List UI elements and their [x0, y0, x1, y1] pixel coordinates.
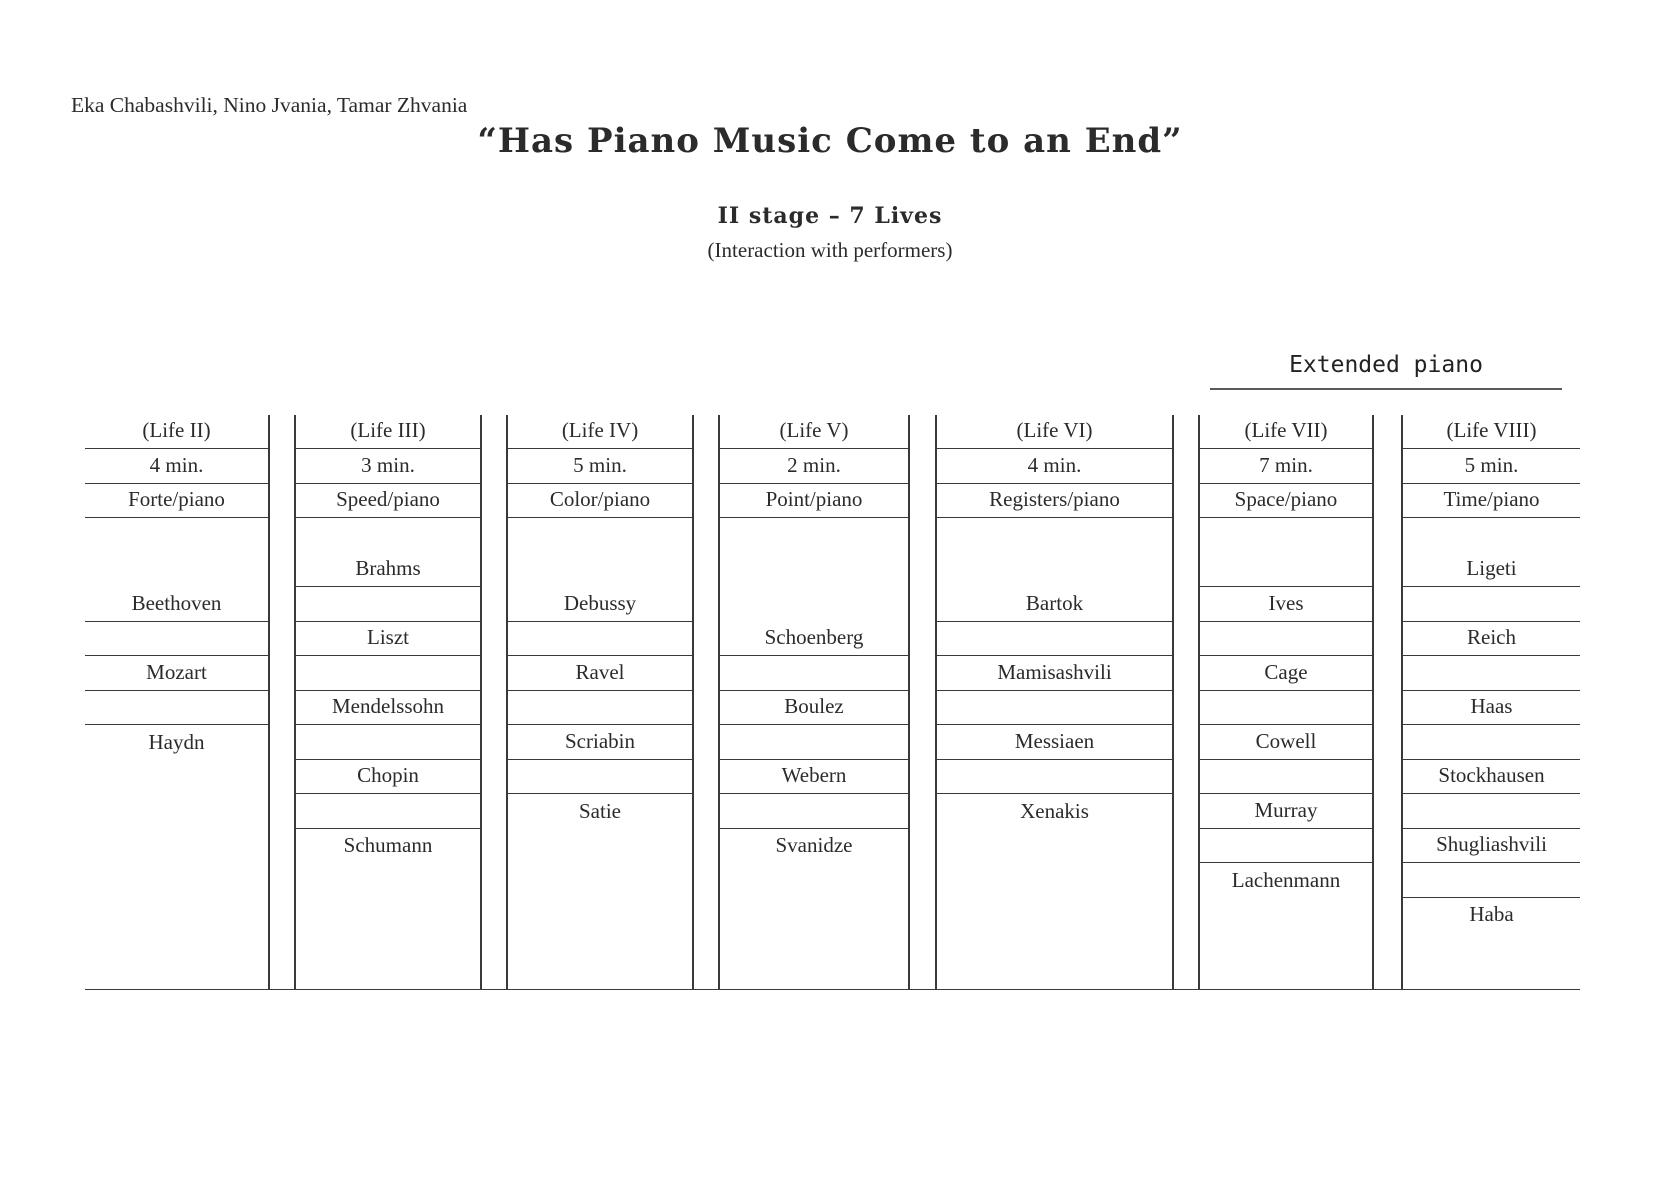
life-column-5: [720, 415, 908, 864]
composer-cell-ravel-text: Ravel: [575, 659, 625, 684]
composer-cell-haba: [1403, 898, 1580, 933]
composer-cell-ives: [1200, 587, 1372, 622]
theme-cell: [1200, 484, 1372, 519]
spacer-cell: [937, 691, 1172, 726]
spacer-cell: [1403, 863, 1580, 898]
composer-cell-ligeti: [1403, 518, 1580, 587]
spacer-cell-text: [296, 794, 480, 828]
composer-cell-reich: [1403, 622, 1580, 657]
life-label-cell: [296, 415, 480, 450]
duration-cell-text: 4 min.: [149, 452, 204, 477]
composer-cell-shugliashvili: [1403, 829, 1580, 864]
life-label-cell-text: (Life II): [142, 418, 211, 443]
composer-cell-schumann: [296, 829, 480, 864]
composer-cell-messiaen-text: Messiaen: [1014, 728, 1095, 753]
composer-cell-svanidze-text: Svanidze: [775, 833, 853, 858]
composer-cell-schoenberg: [720, 518, 908, 656]
composer-cell-schumann-text: Schumann: [343, 833, 433, 858]
theme-cell: [296, 484, 480, 519]
theme-cell: [937, 484, 1172, 519]
duration-cell-text: 5 min.: [573, 452, 627, 477]
life-label-cell: [85, 415, 268, 450]
composer-cell-webern-text: Webern: [781, 763, 847, 788]
spacer-cell-text: [296, 725, 480, 759]
theme-cell-text: Time/piano: [1443, 487, 1540, 512]
composer-cell-mozart-text: Mozart: [146, 659, 207, 684]
life-column-3: [296, 415, 480, 864]
column-divider: [1401, 415, 1403, 990]
spacer-cell-text: [1200, 829, 1372, 863]
life-column-8: [1403, 415, 1580, 933]
life-label-cell-text: (Life V): [779, 418, 849, 443]
theme-cell: [85, 484, 268, 519]
spacer-cell-text: [85, 622, 268, 656]
spacer-cell-text: [508, 622, 692, 656]
composer-cell-bartok: [937, 518, 1172, 622]
composer-cell-cowell-text: Cowell: [1255, 728, 1317, 753]
spacer-cell-text: [1200, 622, 1372, 656]
composer-cell-haydn-text: Haydn: [148, 729, 205, 754]
column-divider: [1372, 415, 1374, 990]
duration-cell-text: 2 min.: [787, 452, 841, 477]
spacer-cell-text: [1403, 794, 1580, 828]
composer-cell-chopin: [296, 760, 480, 795]
spacer-cell: [85, 622, 268, 657]
life-label-cell: [508, 415, 692, 450]
theme-cell: [508, 484, 692, 519]
theme-cell-text: Space/piano: [1234, 487, 1338, 512]
stage-subtitle: II stage – 7 Lives: [717, 203, 943, 229]
life-label-cell: [1200, 415, 1372, 450]
composer-cell-reich-text: Reich: [1467, 625, 1516, 650]
spacer-cell: [1200, 518, 1372, 587]
duration-cell-text: 4 min.: [1027, 452, 1082, 477]
spacer-cell: [508, 622, 692, 657]
composer-cell-lachenmann-text: Lachenmann: [1231, 867, 1341, 892]
life-column-6: [937, 415, 1172, 829]
composer-cell-cage-text: Cage: [1264, 659, 1308, 684]
duration-cell: [720, 449, 908, 484]
spacer-cell-text: [85, 691, 268, 725]
spacer-cell: [85, 691, 268, 726]
column-divider: [1172, 415, 1174, 990]
spacer-cell-text: [1403, 725, 1580, 759]
composer-cell-liszt: [296, 622, 480, 657]
duration-cell: [1200, 449, 1372, 484]
duration-cell: [937, 449, 1172, 484]
composer-cell-boulez-text: Boulez: [784, 694, 844, 719]
life-column-4: [508, 415, 692, 829]
composer-cell-mendelssohn-text: Mendelssohn: [332, 694, 444, 719]
duration-cell: [1403, 449, 1580, 484]
life-label-cell-text: (Life III): [350, 418, 426, 443]
column-divider: [268, 415, 270, 990]
column-divider: [294, 415, 296, 990]
life-label-cell: [937, 415, 1172, 450]
spacer-cell: [720, 794, 908, 829]
spacer-cell-text: [1403, 656, 1580, 690]
column-divider: [480, 415, 482, 990]
spacer-cell: [1200, 622, 1372, 657]
composer-cell-mozart: [85, 656, 268, 691]
composer-cell-debussy: [508, 518, 692, 622]
composer-cell-messiaen: [937, 725, 1172, 760]
spacer-cell: [720, 656, 908, 691]
composer-cell-mamisashvili-text: Mamisashvili: [997, 659, 1112, 684]
spacer-cell-text: [937, 760, 1172, 794]
spacer-cell-text: [1200, 691, 1372, 725]
spacer-cell: [720, 725, 908, 760]
duration-cell-text: 5 min.: [1464, 452, 1519, 477]
composer-cell-scriabin: [508, 725, 692, 760]
duration-cell-text: 3 min.: [361, 452, 415, 477]
composer-cell-brahms: [296, 518, 480, 587]
composer-cell-svanidze: [720, 829, 908, 864]
life-label-cell: [1403, 415, 1580, 450]
spacer-cell: [1403, 656, 1580, 691]
duration-cell: [508, 449, 692, 484]
composer-cell-beethoven-text: Beethoven: [131, 590, 222, 615]
life-label-cell-text: (Life IV): [561, 418, 639, 443]
theme-cell: [1403, 484, 1580, 519]
spacer-cell: [508, 760, 692, 795]
spacer-cell-text: [937, 691, 1172, 725]
spacer-cell-text: [508, 760, 692, 794]
theme-cell-text: Color/piano: [549, 487, 651, 512]
composer-cell-murray: [1200, 794, 1372, 829]
spacer-cell: [1200, 691, 1372, 726]
theme-cell-text: Registers/piano: [989, 487, 1120, 512]
spacer-cell-text: [720, 725, 908, 759]
composer-cell-haas: [1403, 691, 1580, 726]
spacer-cell: [937, 622, 1172, 657]
life-label-cell: [720, 415, 908, 450]
stage-note: (Interaction with performers): [707, 238, 953, 262]
column-divider: [935, 415, 937, 990]
spacer-cell-text: [1403, 863, 1580, 897]
spacer-cell: [1403, 725, 1580, 760]
spacer-cell-text: [296, 587, 480, 621]
table-bottom-rule: [85, 989, 1580, 991]
column-divider: [908, 415, 910, 990]
life-label-cell-text: (Life VIII): [1446, 418, 1537, 443]
composer-cell-boulez: [720, 691, 908, 726]
spacer-cell: [1403, 794, 1580, 829]
composer-cell-cage: [1200, 656, 1372, 691]
spacer-cell: [508, 691, 692, 726]
spacer-cell-text: [1200, 760, 1372, 794]
theme-cell-text: Speed/piano: [336, 487, 440, 512]
composer-cell-haydn: [85, 725, 268, 760]
duration-cell-text: 7 min.: [1259, 452, 1313, 477]
spacer-cell-text: [720, 794, 908, 828]
composer-cell-debussy-text: Debussy: [563, 590, 637, 615]
composer-cell-lachenmann: [1200, 863, 1372, 898]
life-label-cell-text: (Life VI): [1016, 418, 1093, 443]
duration-cell: [85, 449, 268, 484]
spacer-cell-text: [1403, 587, 1580, 621]
composer-cell-satie-text: Satie: [579, 798, 621, 823]
composer-cell-murray-text: Murray: [1254, 797, 1318, 822]
spacer-cell: [1403, 587, 1580, 622]
composer-cell-schoenberg-text: Schoenberg: [764, 625, 864, 650]
duration-cell: [296, 449, 480, 484]
extended-piano-underline: [1210, 388, 1562, 390]
spacer-cell: [1200, 760, 1372, 795]
spacer-cell: [296, 725, 480, 760]
theme-cell: [720, 484, 908, 519]
composer-cell-shugliashvili-text: Shugliashvili: [1436, 832, 1547, 857]
page-title: “Has Piano Music Come to an End”: [477, 121, 1183, 161]
composer-cell-webern: [720, 760, 908, 795]
extended-piano-label: Extended piano: [1289, 352, 1483, 378]
composer-cell-liszt-text: Liszt: [367, 625, 409, 650]
composer-cell-haas-text: Haas: [1470, 694, 1513, 719]
composer-cell-haba-text: Haba: [1469, 902, 1514, 927]
spacer-cell: [296, 794, 480, 829]
theme-cell-text: Point/piano: [765, 487, 863, 512]
theme-cell-text: Forte/piano: [128, 487, 225, 512]
composer-cell-stockhausen: [1403, 760, 1580, 795]
life-column-7: [1200, 415, 1372, 898]
spacer-cell: [296, 587, 480, 622]
column-divider: [718, 415, 720, 990]
life-label-cell-text: (Life VII): [1244, 418, 1328, 443]
spacer-cell-text: [296, 656, 480, 690]
spacer-cell: [1200, 829, 1372, 864]
spacer-cell: [296, 656, 480, 691]
composer-cell-cowell: [1200, 725, 1372, 760]
composer-cell-ives-text: Ives: [1268, 590, 1304, 615]
composer-cell-brahms-text: Brahms: [355, 556, 421, 581]
composer-cell-bartok-text: Bartok: [1025, 590, 1084, 615]
column-divider: [506, 415, 508, 990]
composer-cell-chopin-text: Chopin: [357, 763, 419, 788]
spacer-cell: [937, 760, 1172, 795]
composer-cell-xenakis-text: Xenakis: [1020, 798, 1089, 823]
composer-cell-scriabin-text: Scriabin: [565, 728, 635, 753]
composer-cell-xenakis: [937, 794, 1172, 829]
composer-cell-satie: [508, 794, 692, 829]
composer-cell-mendelssohn: [296, 691, 480, 726]
spacer-cell-text: [508, 691, 692, 725]
authors-line: Eka Chabashvili, Nino Jvania, Tamar Zhvania: [71, 93, 468, 117]
spacer-cell-text: [1200, 552, 1372, 587]
composer-cell-stockhausen-text: Stockhausen: [1438, 763, 1545, 788]
composer-cell-mamisashvili: [937, 656, 1172, 691]
column-divider: [1198, 415, 1200, 990]
life-column-2: [85, 415, 268, 760]
composer-cell-ravel: [508, 656, 692, 691]
column-divider: [692, 415, 694, 990]
spacer-cell-text: [937, 622, 1172, 656]
spacer-cell-text: [720, 656, 908, 690]
composer-cell-ligeti-text: Ligeti: [1466, 556, 1517, 581]
composer-cell-beethoven: [85, 518, 268, 622]
